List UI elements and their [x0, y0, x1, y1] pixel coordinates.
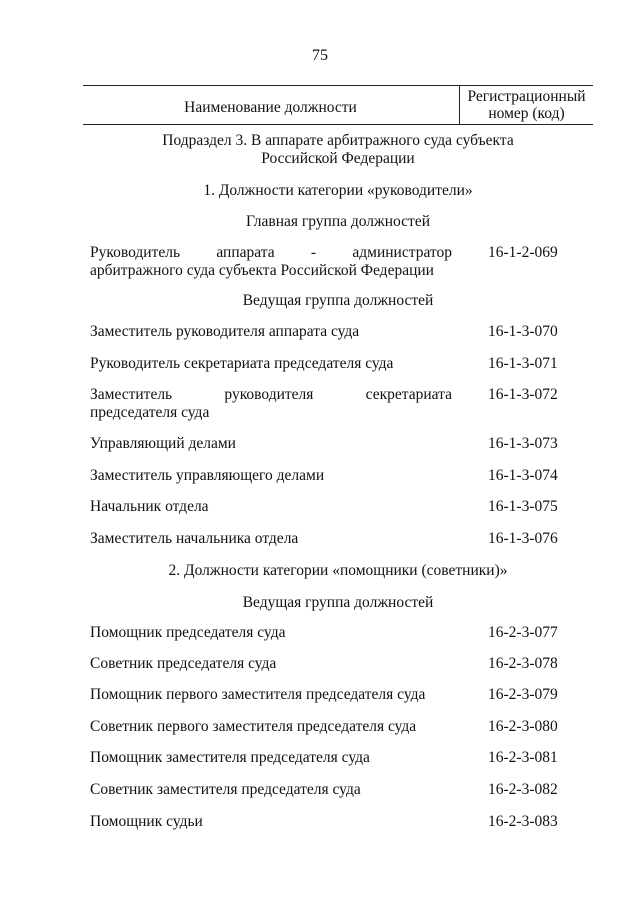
position-code: 16-1-3-070 [488, 323, 558, 340]
category-heading: 2. Должности категории «помощники (советники)» [168, 562, 508, 579]
position-name: Помощник председателя суда [90, 624, 286, 641]
position-code: 16-2-3-083 [488, 813, 558, 830]
position-name: Заместитель управляющего делами [90, 467, 325, 484]
position-name: Советник председателя суда [90, 655, 277, 672]
header-code-column [459, 86, 593, 124]
position-code: 16-1-3-075 [488, 498, 558, 515]
position-code: 16-2-3-079 [488, 686, 558, 703]
position-name: Помощник первого заместителя председателя суда [90, 686, 426, 703]
group-heading: Ведущая группа должностей [242, 594, 434, 611]
position-name: Советник первого заместителя председателя суда [90, 718, 417, 735]
page-number: 75 [312, 47, 328, 64]
position-code: 16-1-2-069 [488, 244, 558, 261]
position-code: 16-2-3-080 [488, 718, 558, 735]
position-code: 16-1-3-076 [488, 530, 558, 547]
subsection-title-line2: Российской Федерации [261, 150, 415, 167]
position-code: 16-1-3-071 [488, 355, 558, 372]
position-name: Советник заместителя председателя суда [90, 781, 361, 798]
subsection-title-line1: Подраздел 3. В аппарате арбитражного суда субъекта [162, 132, 514, 149]
position-code: 16-2-3-078 [488, 655, 558, 672]
position-name: Руководитель секретариата председателя суда [90, 355, 394, 372]
position-name-line2: арбитражного суда субъекта Российской Федерации [90, 262, 434, 279]
position-name: Заместитель руководителя аппарата суда [90, 323, 360, 340]
position-name: Помощник судьи [90, 813, 203, 830]
position-name-line1: Заместитель руководителя секретариата [90, 386, 452, 403]
header-code-line2: номер (код) [488, 105, 565, 122]
header-name-column: Наименование должности [184, 99, 357, 116]
position-name-line2: председателя суда [90, 404, 210, 421]
position-code: 16-2-3-081 [488, 749, 558, 766]
subsection-title [83, 132, 593, 168]
position-name-line1: Руководитель аппарата - администратор [90, 244, 452, 261]
position-name: Заместитель начальника отдела [90, 530, 299, 547]
position-name: Управляющий делами [90, 435, 236, 452]
position-name [90, 244, 452, 280]
header-code-line1: Регистрационный [467, 88, 586, 105]
position-name: Начальник отдела [90, 498, 209, 515]
position-code: 16-2-3-077 [488, 624, 558, 641]
table-header [83, 85, 593, 125]
category-heading: 1. Должности категории «руководители» [203, 182, 473, 199]
position-name [90, 386, 452, 422]
group-heading: Главная группа должностей [245, 213, 431, 230]
position-code: 16-1-3-073 [488, 435, 558, 452]
group-heading: Ведущая группа должностей [242, 292, 434, 309]
position-code: 16-2-3-082 [488, 781, 558, 798]
position-name: Помощник заместителя председателя суда [90, 749, 370, 766]
position-code: 16-1-3-074 [488, 467, 558, 484]
position-code: 16-1-3-072 [488, 386, 558, 403]
